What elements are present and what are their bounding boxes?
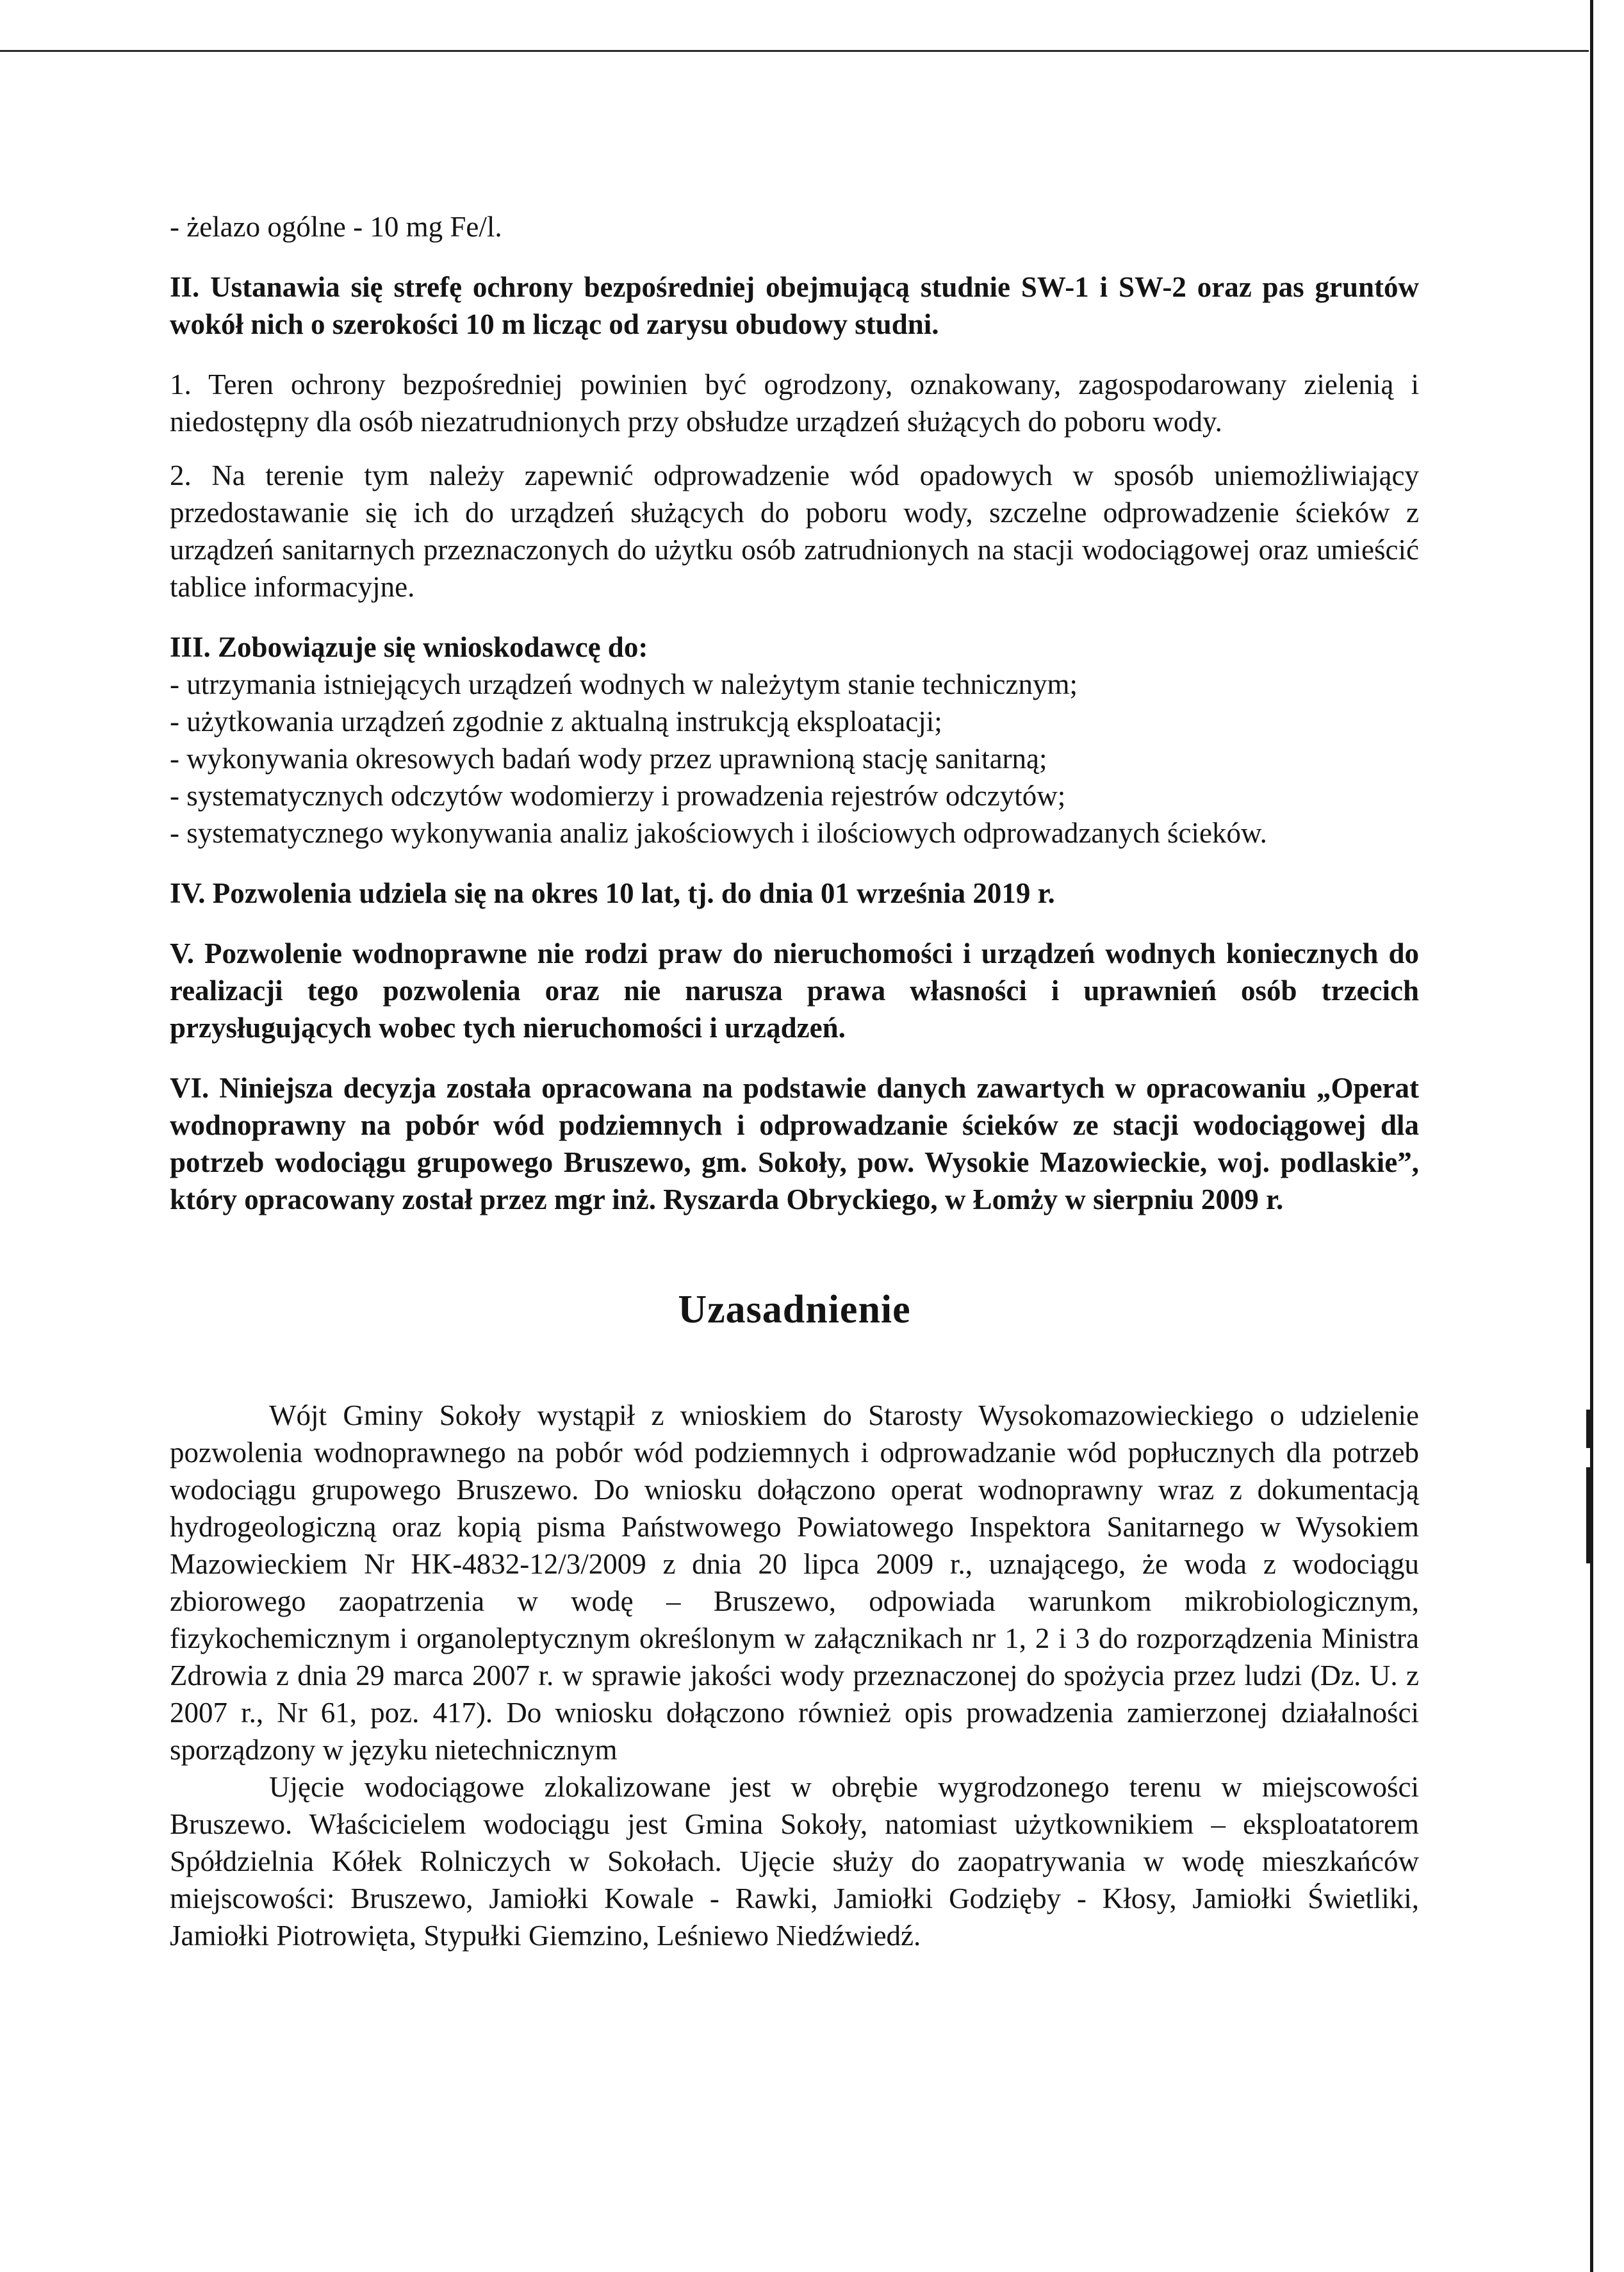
section-ii-point-1: 1. Teren ochrony bezpośredniej powinien być ogrodzony, oznakowany, zagospodarowany zielenią i niedostępny dla osób niezatrudnionych przy obsłudze urządzeń służących do poboru wody. <box>170 368 1419 438</box>
section-vi: VI. Niniejsza decyzja została opracowana na podstawie danych zawartych w opracowaniu „Operat wodnoprawny na pobór wód podziemnych i odprowadzanie ścieków ze stacji wodociągowej dla potrzeb wodociągu grupowego Bruszewo, gm. Sokoły, pow. Wysokie Mazowieckie, woj. podlaskie”, który opracowany został przez mgr inż. Ryszarda Obryckiego, w Łomży w sierpniu 2009 r. <box>170 1072 1419 1215</box>
scan-edge-mark <box>1586 1410 1590 1448</box>
justification-paragraph-2: Ujęcie wodociągowe zlokalizowane jest w obrębie wygrodzonego terenu w miejscowości Bruszewo. Właścicielem wodociągu jest Gmina Sokoły, natomiast użytkownikiem – eksploatatorem Spółdzielnia Kółek Rolniczych w Sokołach. Ujęcie służy do zaopatrywania w wodę mieszkańców miejscowości: Bruszewo, Jamiołki Kowale - Rawki, Jamiołki Godzięby - Kłosy, Jamiołki Świetliki, Jamiołki Piotrowięta, Stypułki Giemzino, Leśniewo Niedźwiedź. <box>170 1771 1419 1952</box>
section-iv: IV. Pozwolenia udziela się na okres 10 lat, tj. do dnia 01 września 2019 r. <box>170 877 1055 909</box>
justification-heading: Uzasadnienie <box>678 1288 911 1331</box>
section-v: V. Pozwolenie wodnoprawne nie rodzi praw do nieruchomości i urządzeń wodnych koniecznych do realizacji tego pozwolenia oraz nie narusza prawa własności i uprawnień osób trzecich przysługujących wobec tych nieruchomości i urządzeń. <box>170 937 1419 1044</box>
section-iii <box>170 629 1419 852</box>
document-page <box>170 208 1419 1954</box>
obligation-item: - wykonywania okresowych badań wody przez uprawnioną stację sanitarną; <box>170 743 1047 775</box>
section-iii-heading: III. Zobowiązuje się wnioskodawcę do: <box>170 631 648 663</box>
obligation-item: - systematycznego wykonywania analiz jakościowych i ilościowych odprowadzanych ścieków. <box>170 817 1267 849</box>
scan-top-border <box>0 50 1589 52</box>
scan-right-border <box>1590 0 1593 2272</box>
obligation-item: - systematycznych odczytów wodomierzy i prowadzenia rejestrów odczytów; <box>170 780 1066 812</box>
obligation-item: - utrzymania istniejących urządzeń wodnych w należytym stanie technicznym; <box>170 668 1078 700</box>
section-ii-point-2: 2. Na terenie tym należy zapewnić odprowadzenie wód opadowych w sposób uniemożliwiający przedostawanie się ich do urządzeń służących do poboru wody, szczelne odprowadzenie ścieków z urządzeń sanitarnych przeznaczonych do użytku osób zatrudnionych na stacji wodociągowej oraz umieścić tablice informacyjne. <box>170 459 1419 603</box>
obligation-item: - użytkowania urządzeń zgodnie z aktualną instrukcją eksploatacji; <box>170 705 942 737</box>
section-ii-heading: II. Ustanawia się strefę ochrony bezpośredniej obejmującą studnie SW-1 i SW-2 oraz pas gruntów wokół nich o szerokości 10 m licząc od zarysu obudowy studni. <box>170 271 1419 340</box>
scan-edge-mark <box>1586 1467 1590 1563</box>
iron-limit-line: - żelazo ogólne - 10 mg Fe/l. <box>170 211 502 243</box>
justification-paragraph-1: Wójt Gminy Sokoły wystąpił z wnioskiem do Starosty Wysokomazowieckiego o udzielenie pozwolenia wodnoprawnego na pobór wód podziemnych i odprowadzanie wód popłucznych dla potrzeb wodociągu grupowego Bruszewo. Do wniosku dołączono operat wodnoprawny wraz z dokumentacją hydrogeologiczną oraz kopią pisma Państwowego Powiatowego Inspektora Sanitarnego w Wysokiem Mazowieckiem Nr HK-4832-12/3/2009 z dnia 20 lipca 2009 r., uznającego, że woda z wodociągu zbiorowego zaopatrzenia w wodę – Bruszewo, odpowiada warunkom mikrobiologicznym, fizykochemicznym i organoleptycznym określonym w załącznikach nr 1, 2 i 3 do rozporządzenia Ministra Zdrowia z dnia 29 marca 2007 r. w sprawie jakości wody przeznaczonej do spożycia przez ludzi (Dz. U. z 2007 r., Nr 61, poz. 417). Do wniosku dołączono również opis prowadzenia zamierzonej działalności sporządzony w języku nietechnicznym <box>170 1399 1419 1766</box>
